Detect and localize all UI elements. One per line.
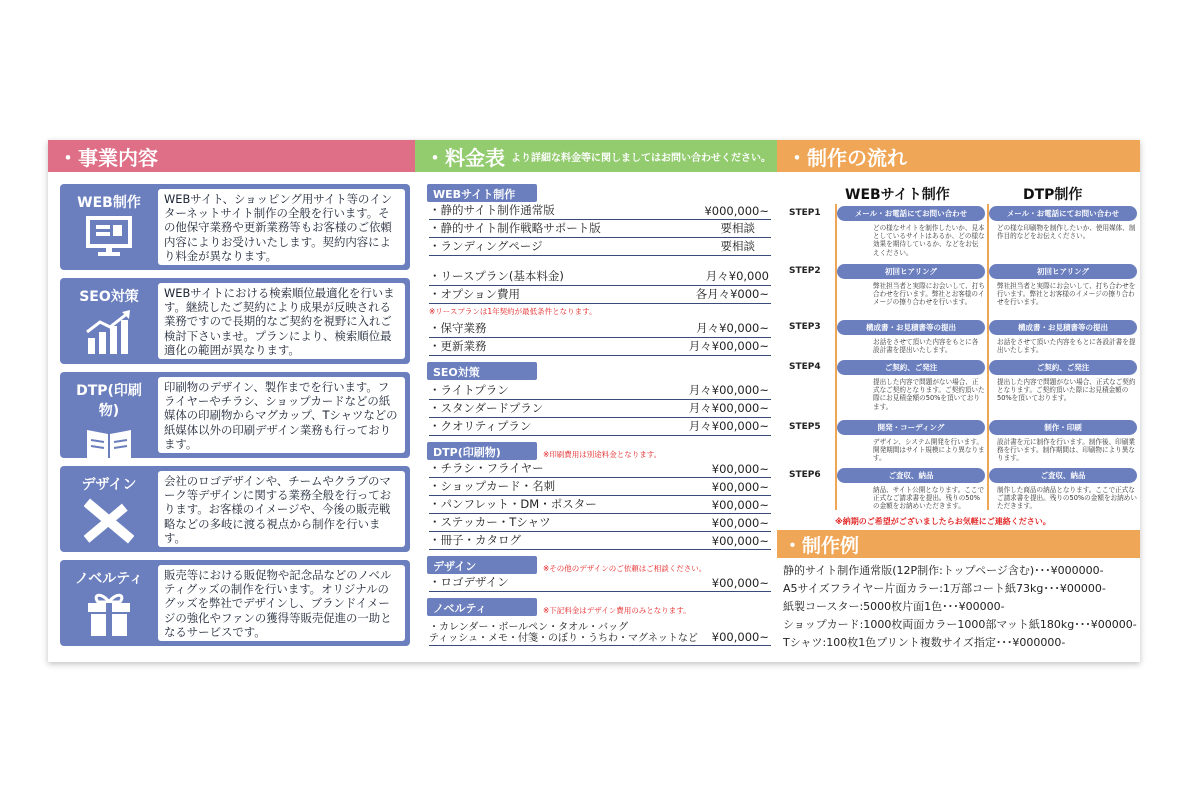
dtp-flow-title: DTP制作 [1023,187,1083,203]
price-name: ・静的サイト制作戦略サポート版 [429,221,601,235]
design-section-title: デザイン [427,556,537,574]
price-value: ¥00,000~ [711,576,769,590]
service-label: SEO対策 [79,289,139,305]
service-dtp-badge [66,378,152,452]
price-name: ・ライトプラン [429,383,509,397]
price-name: ティッシュ・メモ・付箋・のぼり・うちわ・マグネットなど [429,633,698,644]
example-line: ショップカード:1000枚両面カラー1000部マット紙180kg･･･¥00000- [783,618,1137,631]
price-value: ¥00,000~ [711,630,769,644]
service-description: WEBサイト、ショッピング用サイト等のインターネットサイト制作の全般を行います。その他保守業務や更新業務等もお客様のご依頼内容によりお受けいたします。契約内容により料金が異なります。 [158,189,405,265]
service-dtp [60,372,410,458]
flow-column [777,140,1140,662]
dtp-step-text: お話をさせて頂いた内容をもとに各設計書を提出いたします。 [997,338,1136,355]
dtp-section-title: DTP(印刷物) [427,442,537,460]
chart-up-icon [84,310,134,354]
price-name: ・冊子・カタログ [429,533,521,547]
monitor-icon [84,216,134,258]
dtp-note: ※印刷費用は別途料金となります。 [543,450,662,459]
price-value: 月々¥0,000~ [696,321,769,335]
price-name: ・リースプラン(基本料金) [429,269,564,283]
price-value: 月々¥00,000~ [688,419,769,433]
price-value: 月々¥00,000~ [688,383,769,397]
step-label: STEP4 [789,362,821,372]
step-label: STEP2 [789,266,821,276]
price-value: 要相談 [720,221,755,235]
price-row [429,238,771,256]
price-name: ・更新業務 [429,339,487,353]
example-line: 紙製コースター:5000枚片面1色･･･¥00000- [783,600,1005,613]
price-name: ・ランディングページ [429,239,543,253]
service-seo-badge [66,284,152,358]
web-flow-line [835,204,837,510]
dtp-flow-line [987,204,989,510]
price-row [429,220,771,238]
price-row [429,268,771,286]
book-icon [84,424,134,468]
service-web [60,184,410,270]
price-value: ¥00,000~ [711,516,769,530]
price-value: ¥00,000~ [711,534,769,548]
price-name: ・保守業務 [429,321,487,335]
dtp-step-text: 提出した内容で問題がない場合、正式なご契約となります。ご契約頂いた際にお見積金額の50%を頂いております。 [997,378,1136,403]
web-step-pill: ご契約、ご発注 [837,360,985,375]
price-value: 月々¥00,000~ [688,401,769,415]
pencil-ruler-icon [84,498,134,544]
lease-note: ※リースプランは1年契約が最低条件となります。 [429,307,597,316]
web-step-pill: ご査収、納品 [837,468,985,483]
examples-title: ・制作例 [783,534,860,557]
price-row [429,338,771,356]
price-value: 要相談 [720,239,755,253]
pricing-subtitle: より詳細な料金等に関しましてはお問い合わせください。 [511,152,771,164]
web-step-text: どの様なサイトを制作したいか、見本としているサイトはあるか、どの様な効果を期待しているか、などをお伝えください。 [873,224,985,257]
web-flow-title: WEBサイト制作 [845,187,950,203]
price-value: ¥00,000~ [711,462,769,476]
pricing-title: ・料金表 [425,145,505,170]
dtp-step-pill: 構成書・お見積書等の提出 [989,320,1137,335]
flow-note: ※納期のご希望がございましたらお気軽にご連絡ください。 [835,517,1051,526]
step-label: STEP3 [789,322,821,332]
service-label: WEB制作 [77,195,141,211]
price-row [429,460,771,478]
service-description: 会社のロゴデザインや、チームやクラブのマーク等デザインに関する業務全般を行っております。お客様のイメージや、今後の販売戦略などの多岐に渡る視点から制作を行います。 [158,471,405,547]
web-step-text: 弊社担当者と実際にお会いして、打ち合わせを行います。弊社とお客様のイメージの擦り合わせを行います。 [873,282,985,307]
price-name: ・クオリティプラン [429,419,532,433]
service-description: 販売等における販促物や記念品などのノベルティグッズの制作を行います。オリジナルのグッズを弊社でデザインし、ブランドイメージの強化やファンの獲得等販売促進の一助となるサービスです。 [158,565,405,641]
novelty-note: ※下記料金はデザイン費用のみとなります。 [543,606,691,615]
price-value: 各月々¥000~ [695,287,769,301]
web-step-pill: メール・お電話にてお問い合わせ [837,206,985,221]
price-row [429,514,771,532]
flow-title: ・制作の流れ [787,145,907,170]
price-row [429,286,771,304]
price-name: ・パンフレット・DM・ポスター [429,497,597,511]
business-column [48,140,415,662]
price-sheet [48,140,1140,662]
price-value: ¥000,000~ [704,204,769,218]
business-header [48,140,415,172]
price-row [429,628,771,646]
design-note: ※その他のデザインのご依頼はご相談ください。 [543,564,707,573]
service-novelty-badge [66,566,152,640]
web-step-text: 納品、サイト公開となります。ここで正式なご請求書を提出。残りの50%の金額をお納めいただきます。 [873,486,985,511]
seo-section-title: SEO対策 [427,362,537,380]
price-value: ¥00,000~ [711,480,769,494]
price-name: ・ショップカード・名刺 [429,479,556,493]
dtp-step-pill: ご契約、ご発注 [989,360,1137,375]
web-section-title: WEBサイト制作 [427,184,537,202]
web-step-pill: 初回ヒアリング [837,264,985,279]
service-label: ノベルティ [74,571,144,587]
service-description: 印刷物のデザイン、製作までを行います。フライヤーやチラシ、ショップカードなどの紙媒体の印刷物からマグカップ、Tシャツなどの紙媒体以外の印刷デザイン業務も行っております。 [158,377,405,453]
price-row [429,532,771,550]
step-label: STEP1 [789,208,821,218]
price-name: ・チラシ・フライヤー [429,461,544,475]
price-row [429,400,771,418]
price-row [429,478,771,496]
examples-header [777,530,1140,558]
price-name: ・スタンダードプラン [429,401,544,415]
dtp-step-text: 制作した商品の納品となります。ここで正式なご請求書を提出。残りの50%の金額をお納めいただきます。 [997,486,1137,511]
price-name: ・ロゴデザイン [429,575,509,589]
service-description: WEBサイトにおける検索順位最適化を行います。継続したご契約により成果が反映される業務ですので長期的なご契約を視野に入れご検討下さいませ。プランにより、検索順位最適化の範囲が異なります。 [158,283,405,359]
price-row [429,574,771,592]
example-line: 静的サイト制作通常版(12P制作:トップページ含む)･･･¥000000- [783,564,1104,577]
service-label: デザイン [81,477,137,493]
service-novelty [60,560,410,646]
novelty-section-title: ノベルティ [427,598,537,616]
dtp-step-pill: ご査収、納品 [989,468,1137,483]
example-line: Tシャツ:100枚1色プリント複数サイズ指定･･･¥000000- [783,636,1066,649]
price-value: 月々¥00,000~ [688,339,769,353]
dtp-step-pill: メール・お電話にてお問い合わせ [989,206,1137,221]
dtp-step-text: どの様な印刷物を制作したいか、使用媒体、制作目的などをお伝えください。 [997,224,1136,241]
price-value: 月々¥0,000 [705,269,769,283]
price-row [429,496,771,514]
price-row [429,320,771,338]
step-label: STEP5 [789,422,821,432]
price-value: ¥00,000~ [711,498,769,512]
business-title: ・事業内容 [58,145,158,170]
service-seo [60,278,410,364]
dtp-step-text: 弊社担当者と実際にお会いして、打ち合わせを行います。弊社とお客様のイメージの擦り合わせを行います。 [997,282,1136,307]
novelty-items-line1: ・カレンダー・ボールペン・タオル・バッグ [429,622,629,633]
service-design [60,466,410,552]
pricing-header [415,140,777,172]
service-design-badge [66,472,152,546]
web-step-text: デザイン、システム開発を行います。開発期間はサイト規模により異なります。 [873,438,985,463]
pricing-column [415,140,777,662]
dtp-step-text: 設計書を元に制作を行います。制作後、印刷業務を行います。制作期間は、印刷物により異なります。 [997,438,1135,463]
step-label: STEP6 [789,470,821,480]
service-label: DTP(印刷物) [76,383,142,419]
price-row [429,418,771,436]
dtp-step-pill: 初回ヒアリング [989,264,1137,279]
dtp-step-pill: 制作・印刷 [989,420,1137,435]
price-name: ・静的サイト制作通常版 [429,203,555,217]
web-step-pill: 開発・コーディング [837,420,985,435]
price-name: ・ステッカー・Tシャツ [429,515,551,529]
gift-icon [84,592,134,636]
example-line: A5サイズフライヤー片面カラー:1万部コート紙73kg･･･¥00000- [783,582,1106,595]
price-row [429,202,771,220]
web-step-pill: 構成書・お見積書等の提出 [837,320,985,335]
web-step-text: 提出した内容で問題がない場合、正式なご契約となります。ご契約頂いた際にお見積金額の50%を頂いております。 [873,378,985,411]
web-step-text: お話をさせて頂いた内容をもとに各設計書を提出いたします。 [873,338,979,355]
flow-header [777,140,1140,172]
price-row [429,382,771,400]
service-web-badge [66,190,152,264]
price-name: ・オプション費用 [429,287,520,301]
